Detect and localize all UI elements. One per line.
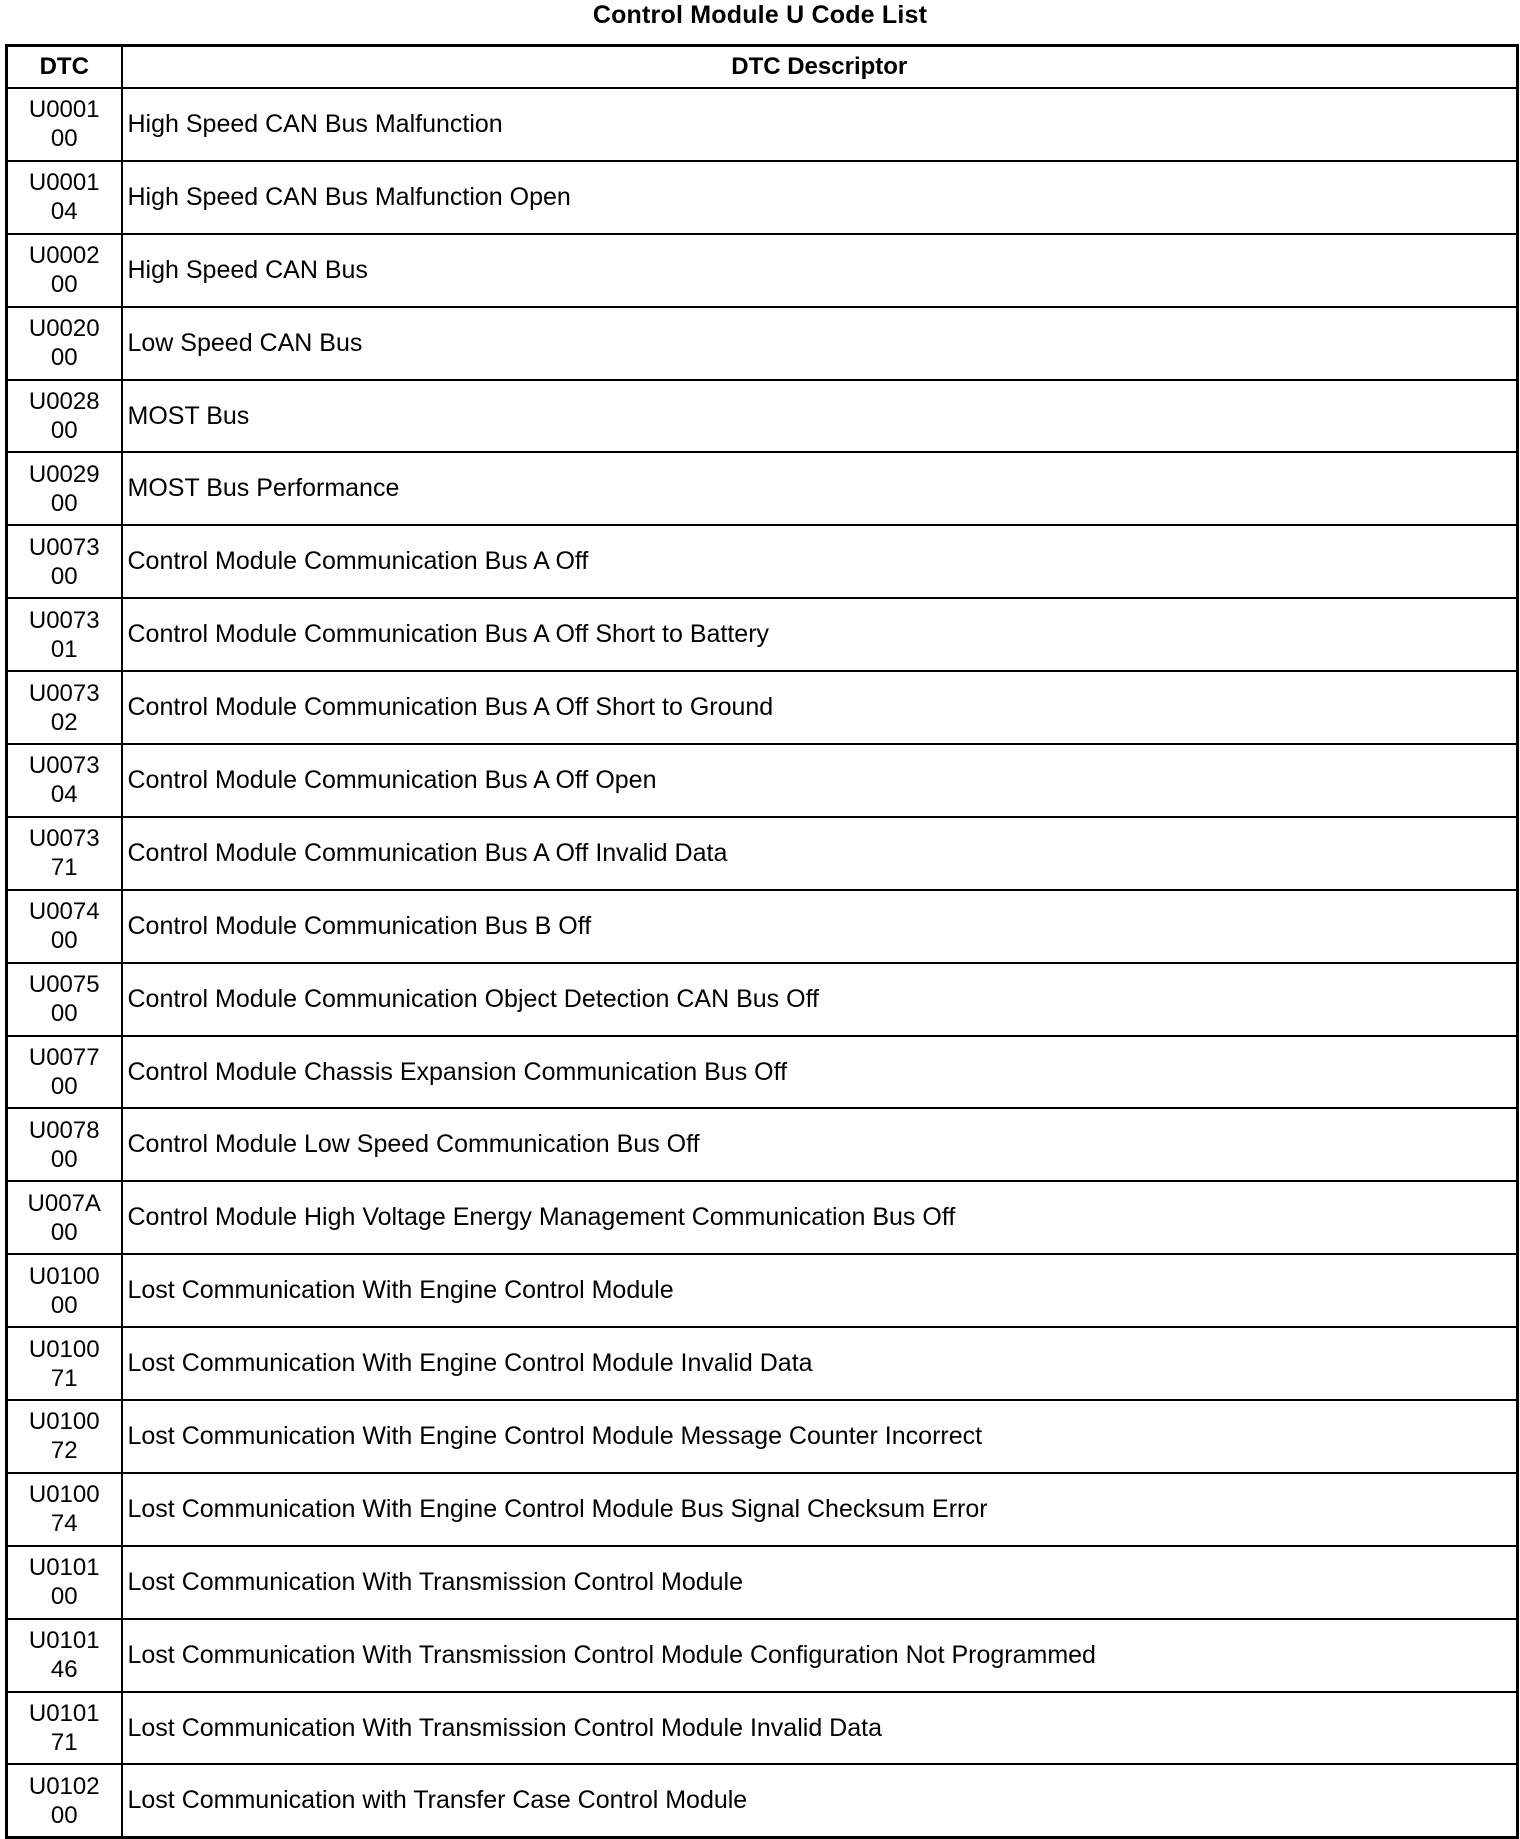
table-row	[7, 1036, 1518, 1109]
dtc-descriptor-cell: Lost Communication With Engine Control Module Bus Signal Checksum Error	[122, 1473, 1518, 1546]
dtc-code-cell	[7, 1764, 122, 1837]
table-row	[7, 1108, 1518, 1181]
dtc-code-line2: 01	[50, 635, 78, 663]
dtc-code-line1: U0073	[28, 606, 100, 634]
dtc-descriptor-cell: Control Module Communication Bus A Off Short to Battery	[122, 598, 1518, 671]
dtc-code-line1: U0100	[28, 1335, 100, 1363]
dtc-code-cell	[7, 598, 122, 671]
dtc-code-line2: 72	[50, 1437, 78, 1465]
dtc-descriptor-cell: Lost Communication With Transmission Control Module	[122, 1546, 1518, 1619]
dtc-code-cell	[7, 234, 122, 307]
dtc-descriptor-cell: High Speed CAN Bus Malfunction Open	[122, 161, 1518, 234]
table-row	[7, 1764, 1518, 1837]
dtc-code-line2: 00	[50, 1145, 78, 1173]
dtc-code-line2: 71	[50, 854, 78, 882]
dtc-code-cell	[7, 307, 122, 380]
table-row	[7, 1254, 1518, 1327]
dtc-descriptor-cell: Lost Communication With Engine Control Module	[122, 1254, 1518, 1327]
dtc-code-line1: U0100	[28, 1481, 100, 1509]
column-header-dtc: DTC	[7, 46, 122, 89]
dtc-code-line2: 00	[50, 125, 78, 153]
dtc-code-line1: U0100	[28, 1262, 100, 1290]
dtc-code-line1: U007A	[27, 1189, 101, 1217]
dtc-code-line1: U0029	[28, 460, 100, 488]
dtc-code-line1: U0101	[28, 1554, 100, 1582]
dtc-code-cell	[7, 88, 122, 161]
dtc-code-line1: U0073	[28, 679, 100, 707]
dtc-code-cell	[7, 1692, 122, 1765]
dtc-code-line2: 00	[50, 1583, 78, 1611]
dtc-descriptor-cell: Lost Communication with Transfer Case Control Module	[122, 1764, 1518, 1837]
dtc-code-line1: U0101	[28, 1627, 100, 1655]
dtc-descriptor-cell: Lost Communication With Engine Control Module Invalid Data	[122, 1327, 1518, 1400]
table-row	[7, 963, 1518, 1036]
dtc-descriptor-cell: Control Module High Voltage Energy Management Communication Bus Off	[122, 1181, 1518, 1254]
dtc-code-line1: U0102	[28, 1772, 100, 1800]
dtc-code-line1: U0073	[28, 752, 100, 780]
dtc-code-line1: U0078	[28, 1116, 100, 1144]
table-row	[7, 234, 1518, 307]
dtc-descriptor-cell: Control Module Communication Bus B Off	[122, 890, 1518, 963]
dtc-descriptor-cell: Control Module Low Speed Communication Bus Off	[122, 1108, 1518, 1181]
dtc-descriptor-cell: MOST Bus Performance	[122, 452, 1518, 525]
dtc-code-line1: U0002	[28, 242, 100, 270]
dtc-descriptor-cell: Control Module Communication Bus A Off Open	[122, 744, 1518, 817]
dtc-code-cell	[7, 1400, 122, 1473]
dtc-code-line2: 71	[50, 1364, 78, 1392]
table-row	[7, 671, 1518, 744]
dtc-descriptor-cell: MOST Bus	[122, 380, 1518, 453]
dtc-code-line2: 00	[50, 1291, 78, 1319]
table-row	[7, 890, 1518, 963]
dtc-code-cell	[7, 380, 122, 453]
dtc-descriptor-cell: Lost Communication With Engine Control Module Message Counter Incorrect	[122, 1400, 1518, 1473]
table-row	[7, 452, 1518, 525]
table-row	[7, 744, 1518, 817]
dtc-code-cell	[7, 1108, 122, 1181]
dtc-descriptor-cell: Lost Communication With Transmission Control Module Configuration Not Programmed	[122, 1619, 1518, 1692]
dtc-code-line1: U0074	[28, 898, 100, 926]
dtc-code-line1: U0073	[28, 825, 100, 853]
table-row	[7, 1546, 1518, 1619]
dtc-code-cell	[7, 161, 122, 234]
dtc-code-line2: 00	[50, 417, 78, 444]
dtc-code-line2: 00	[50, 562, 78, 590]
dtc-code-line2: 46	[50, 1656, 78, 1684]
dtc-descriptor-cell: Control Module Communication Object Detection CAN Bus Off	[122, 963, 1518, 1036]
dtc-code-cell	[7, 744, 122, 817]
table-row	[7, 1400, 1518, 1473]
dtc-descriptor-cell: Low Speed CAN Bus	[122, 307, 1518, 380]
dtc-code-cell	[7, 671, 122, 744]
dtc-code-cell	[7, 452, 122, 525]
dtc-code-cell	[7, 1473, 122, 1546]
dtc-code-line1: U0020	[28, 315, 100, 343]
dtc-code-line2: 71	[50, 1729, 78, 1757]
dtc-code-cell	[7, 817, 122, 890]
dtc-code-cell	[7, 1546, 122, 1619]
dtc-descriptor-cell: Control Module Communication Bus A Off Invalid Data	[122, 817, 1518, 890]
table-row	[7, 161, 1518, 234]
dtc-code-line1: U0028	[28, 388, 100, 415]
dtc-descriptor-cell: Control Module Communication Bus A Off	[122, 525, 1518, 598]
dtc-code-line2: 74	[50, 1510, 78, 1538]
dtc-code-line1: U0001	[28, 169, 100, 197]
dtc-code-line1: U0075	[28, 971, 100, 999]
dtc-code-line2: 00	[50, 489, 78, 517]
table-row	[7, 380, 1518, 453]
dtc-code-cell	[7, 1036, 122, 1109]
dtc-code-cell	[7, 1327, 122, 1400]
dtc-code-cell	[7, 525, 122, 598]
table-row	[7, 1473, 1518, 1546]
table-row	[7, 525, 1518, 598]
table-row	[7, 307, 1518, 380]
dtc-code-cell	[7, 963, 122, 1036]
dtc-descriptor-cell: High Speed CAN Bus	[122, 234, 1518, 307]
dtc-code-line2: 00	[50, 271, 78, 299]
table-row	[7, 1619, 1518, 1692]
dtc-code-line2: 04	[50, 781, 78, 809]
dtc-code-line1: U0100	[28, 1408, 100, 1436]
column-header-descriptor: DTC Descriptor	[122, 46, 1518, 89]
table-row	[7, 817, 1518, 890]
dtc-code-line2: 00	[50, 1801, 78, 1829]
dtc-code-line1: U0077	[28, 1044, 100, 1072]
dtc-code-line1: U0073	[28, 533, 100, 561]
table-row	[7, 598, 1518, 671]
dtc-code-cell	[7, 1254, 122, 1327]
table-header-row	[7, 46, 1518, 89]
dtc-code-cell	[7, 890, 122, 963]
dtc-code-line2: 00	[50, 1073, 78, 1101]
table-row	[7, 88, 1518, 161]
table-row	[7, 1327, 1518, 1400]
dtc-descriptor-cell: Lost Communication With Transmission Control Module Invalid Data	[122, 1692, 1518, 1765]
dtc-descriptor-cell: Control Module Communication Bus A Off Short to Ground	[122, 671, 1518, 744]
dtc-code-line2: 02	[50, 708, 78, 736]
dtc-code-line2: 00	[50, 344, 78, 372]
dtc-table	[5, 44, 1519, 1839]
dtc-code-line2: 00	[50, 927, 78, 955]
dtc-code-line1: U0101	[28, 1700, 100, 1728]
dtc-code-line2: 04	[50, 198, 78, 226]
document-title: Control Module U Code List	[592, 1, 928, 29]
table-row	[7, 1181, 1518, 1254]
dtc-descriptor-cell: High Speed CAN Bus Malfunction	[122, 88, 1518, 161]
dtc-code-line2: 00	[50, 1218, 78, 1246]
dtc-code-line1: U0001	[28, 96, 100, 124]
dtc-descriptor-cell: Control Module Chassis Expansion Communication Bus Off	[122, 1036, 1518, 1109]
dtc-code-cell	[7, 1619, 122, 1692]
dtc-code-cell	[7, 1181, 122, 1254]
table-row	[7, 1692, 1518, 1765]
dtc-code-line2: 00	[50, 1000, 78, 1028]
